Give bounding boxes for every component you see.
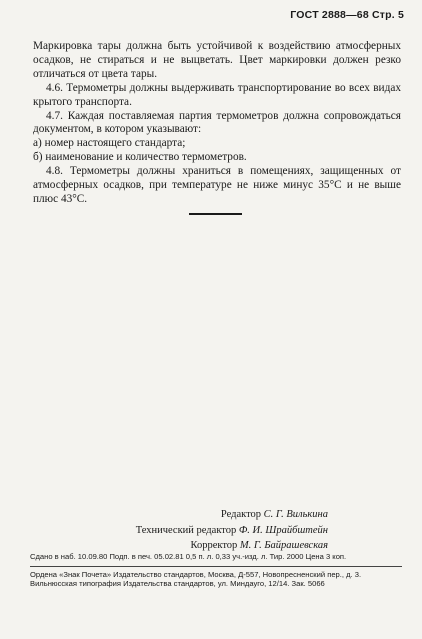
paragraph-4-8: 4.8. Термометры должны храниться в помещениях, защищенных от атмосферных осадков, при температуре не ниже минус 35°C и не выше плюс 43°C. xyxy=(33,165,401,205)
editor-name: С. Г. Вилькина xyxy=(263,509,328,520)
tech-editor-label: Технический редактор xyxy=(135,524,237,536)
imprint-separator xyxy=(30,566,402,567)
imprint-print-details: Сдано в наб. 10.09.80 Подп. в печ. 05.02.81 0,5 п. л. 0,33 уч.-изд. л. Тир. 2000 Цена 3 коп. xyxy=(30,552,347,561)
imprint-printing-house: Вильнюсская типография Издательства стандартов, ул. Миндауго, 12/14. Зак. 5066 xyxy=(30,579,325,588)
editor-line xyxy=(136,507,328,523)
imprint-publisher: Ордена «Знак Почета» Издательство стандартов, Москва, Д-557, Новопресненский пер., д. 3. xyxy=(30,570,362,579)
page-header: ГОСТ 2888—68 Стр. 5 xyxy=(290,9,404,21)
corrector-label: Корректор xyxy=(190,540,238,551)
editorial-credits xyxy=(136,507,328,554)
list-item-b: б) наименование и количество термометров. xyxy=(33,151,247,164)
document-body xyxy=(33,40,401,207)
tech-editor-line xyxy=(136,523,328,539)
editor-label: Редактор xyxy=(220,509,262,520)
list-item-a: а) номер настоящего стандарта; xyxy=(33,137,186,150)
tech-editor-name: Ф. И. Шрайбштейн xyxy=(238,524,328,536)
end-of-text-rule xyxy=(189,213,242,215)
paragraph-4-7: 4.7. Каждая поставляемая партия термометров должна сопровождаться документом, в котором указывают: xyxy=(33,109,401,136)
paragraph-4-6: 4.6. Термометры должны выдерживать транспортирование во всех видах крытого транспорта. xyxy=(33,81,401,108)
corrector-name: М. Г. Байрашевская xyxy=(239,540,328,551)
paragraph-marking: Маркировка тары должна быть устойчивой к воздействию атмосферных осадков, не стираться и не выцветать. Цвет маркировки должен резко отличаться от цвета тары. xyxy=(33,40,401,80)
